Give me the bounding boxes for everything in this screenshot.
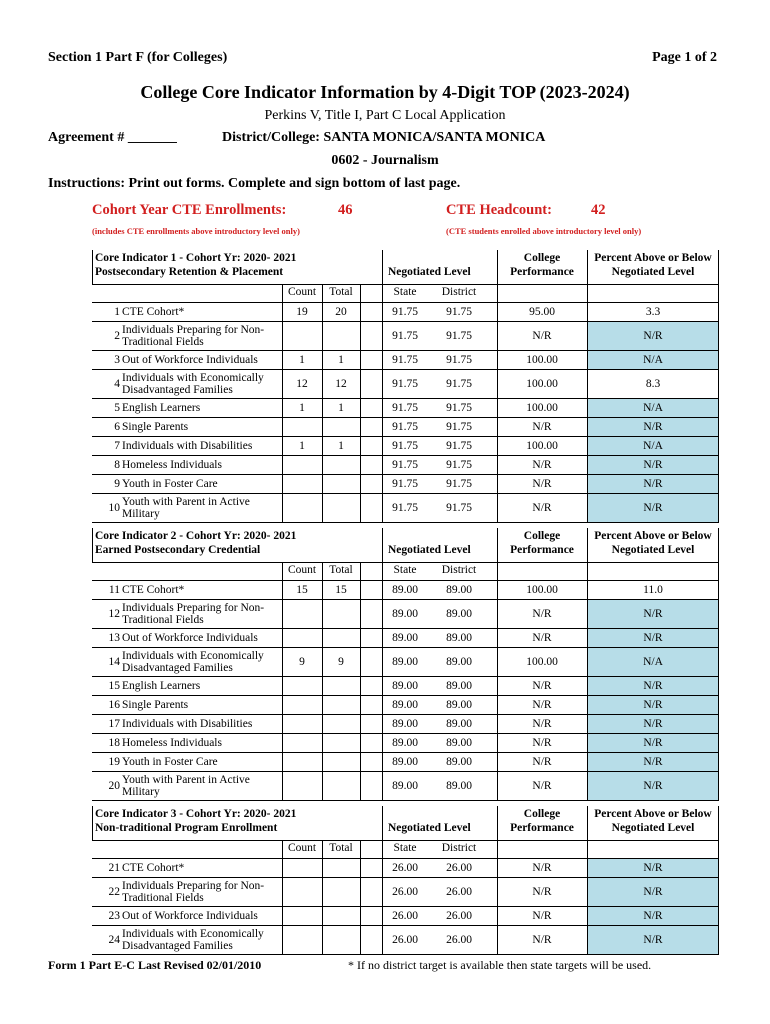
college-performance-value: N/R bbox=[532, 459, 552, 471]
row-label: Single Parents bbox=[122, 699, 189, 711]
row-label: Individuals with Economically Disadvantaged Families bbox=[122, 372, 264, 396]
total-value bbox=[322, 475, 360, 493]
state-level-value: 89.00 bbox=[392, 584, 418, 596]
district-level-value: 91.75 bbox=[446, 459, 472, 471]
table-row bbox=[92, 494, 719, 523]
state-level-value: 91.75 bbox=[392, 330, 418, 342]
table-row bbox=[92, 399, 719, 418]
state-level-value: 91.75 bbox=[392, 421, 418, 433]
grid-line bbox=[718, 250, 719, 523]
college-performance-value: N/R bbox=[532, 756, 552, 768]
college-performance-header: College bbox=[523, 530, 561, 542]
row-number: 8 bbox=[114, 459, 120, 471]
enrollments-value: 46 bbox=[338, 202, 353, 218]
college-performance-value: N/R bbox=[532, 862, 552, 874]
grid-line bbox=[382, 806, 383, 955]
row-label: Individuals with Economically Disadvantaged Families bbox=[122, 928, 264, 952]
state-level-value: 91.75 bbox=[392, 502, 418, 514]
row-number: 19 bbox=[108, 756, 120, 768]
row-label: Out of Workforce Individuals bbox=[122, 910, 258, 922]
state-level-value: 89.00 bbox=[392, 737, 418, 749]
agreement-number: Agreement # _______ bbox=[48, 130, 177, 145]
indicator-title: Core Indicator 1 - Cohort Yr: 2020- 2021 bbox=[95, 252, 297, 264]
college-performance-value: 100.00 bbox=[526, 656, 558, 668]
row-label: Individuals Preparing for Non-Traditional Fields bbox=[122, 602, 265, 626]
college-performance-value: N/R bbox=[532, 608, 552, 620]
percent-above-below-value: N/R bbox=[587, 494, 719, 522]
grid-line bbox=[322, 284, 323, 523]
row-number: 5 bbox=[114, 402, 120, 414]
state-level-value: 26.00 bbox=[392, 862, 418, 874]
state-header: State bbox=[393, 842, 417, 854]
count-value: 12 bbox=[296, 378, 308, 390]
table-row bbox=[92, 370, 719, 399]
percent-above-below-value: N/A bbox=[587, 399, 719, 417]
column-subheader bbox=[92, 840, 719, 858]
state-level-value: 26.00 bbox=[392, 910, 418, 922]
college-performance-value: 100.00 bbox=[526, 354, 558, 366]
total-header: Total bbox=[329, 564, 353, 576]
grid-line bbox=[587, 806, 588, 955]
enrollments-note: (includes CTE enrollments above introductory level only) bbox=[92, 226, 300, 236]
table-row bbox=[92, 418, 719, 437]
count-value bbox=[282, 715, 322, 733]
total-value bbox=[322, 677, 360, 695]
row-number: 23 bbox=[108, 910, 120, 922]
table-row bbox=[92, 878, 719, 907]
count-header: Count bbox=[287, 564, 317, 576]
total-value: 1 bbox=[338, 440, 344, 452]
total-value: 15 bbox=[335, 584, 347, 596]
count-value bbox=[282, 753, 322, 771]
college-performance-value: 100.00 bbox=[526, 402, 558, 414]
total-value bbox=[322, 734, 360, 752]
state-level-value: 91.75 bbox=[392, 354, 418, 366]
college-performance-value: N/R bbox=[532, 780, 552, 792]
grid-line bbox=[497, 528, 498, 801]
college-performance-value: 100.00 bbox=[526, 378, 558, 390]
total-value bbox=[322, 859, 360, 877]
row-number: 17 bbox=[108, 718, 120, 730]
total-value: 9 bbox=[338, 656, 344, 668]
grid-line bbox=[92, 528, 93, 562]
district-level-value: 89.00 bbox=[446, 608, 472, 620]
grid-line bbox=[718, 806, 719, 955]
college-performance-header: College bbox=[523, 808, 561, 820]
indicator-subtitle: Postsecondary Retention & Placement bbox=[95, 266, 284, 278]
state-level-value: 89.00 bbox=[392, 608, 418, 620]
column-subheader bbox=[92, 284, 719, 302]
grid-line bbox=[92, 250, 93, 284]
percent-above-below-value: N/A bbox=[587, 648, 719, 676]
row-number: 9 bbox=[114, 478, 120, 490]
percent-above-below-value: N/A bbox=[587, 437, 719, 455]
table-row bbox=[92, 926, 719, 955]
percent-header-2: Negotiated Level bbox=[611, 822, 695, 834]
top-code: 0602 - Journalism bbox=[331, 153, 439, 168]
district-header: District bbox=[441, 842, 477, 854]
district-level-value: 89.00 bbox=[446, 632, 472, 644]
section-label: Section 1 Part F (for Colleges) bbox=[48, 50, 228, 65]
count-value bbox=[282, 494, 322, 522]
table-row bbox=[92, 581, 719, 600]
row-label: Youth in Foster Care bbox=[122, 478, 218, 490]
row-number: 3 bbox=[114, 354, 120, 366]
grid-line bbox=[282, 284, 283, 523]
row-label: Homeless Individuals bbox=[122, 737, 222, 749]
percent-above-below-value: N/R bbox=[587, 926, 719, 954]
row-number: 18 bbox=[108, 737, 120, 749]
row-number: 12 bbox=[108, 608, 120, 620]
row-label: CTE Cohort* bbox=[122, 584, 185, 596]
college-performance-value: N/R bbox=[532, 718, 552, 730]
row-label: Youth with Parent in Active Military bbox=[122, 774, 250, 798]
college-performance-header: College bbox=[523, 252, 561, 264]
count-header: Count bbox=[287, 286, 317, 298]
footer-note: * If no district target is available then state targets will be used. bbox=[348, 958, 652, 972]
state-level-value: 26.00 bbox=[392, 886, 418, 898]
college-performance-value: N/R bbox=[532, 737, 552, 749]
percent-above-below-value: N/R bbox=[587, 772, 719, 800]
indicator-rows bbox=[92, 302, 719, 523]
table-row bbox=[92, 475, 719, 494]
count-value bbox=[282, 322, 322, 350]
count-value bbox=[282, 878, 322, 906]
district-level-value: 91.75 bbox=[446, 402, 472, 414]
table-row bbox=[92, 456, 719, 475]
row-number: 24 bbox=[108, 934, 120, 946]
grid-line bbox=[282, 562, 283, 801]
count-value bbox=[282, 926, 322, 954]
district-level-value: 26.00 bbox=[446, 862, 472, 874]
grid-line bbox=[322, 562, 323, 801]
total-value bbox=[322, 926, 360, 954]
percent-above-below-value: N/R bbox=[587, 715, 719, 733]
row-number: 21 bbox=[108, 862, 120, 874]
row-number: 10 bbox=[108, 502, 120, 514]
percent-above-below-value: N/R bbox=[587, 456, 719, 474]
indicator-rows bbox=[92, 858, 719, 955]
table-row bbox=[92, 677, 719, 696]
college-performance-value: N/R bbox=[532, 886, 552, 898]
table-row bbox=[92, 629, 719, 648]
district-level-value: 91.75 bbox=[446, 478, 472, 490]
row-number: 4 bbox=[114, 378, 120, 390]
college-performance-value: N/R bbox=[532, 934, 552, 946]
table-row bbox=[92, 303, 719, 322]
row-label: English Learners bbox=[122, 680, 201, 692]
table-row bbox=[92, 734, 719, 753]
state-level-value: 91.75 bbox=[392, 402, 418, 414]
row-label: Out of Workforce Individuals bbox=[122, 354, 258, 366]
count-value bbox=[282, 734, 322, 752]
district-level-value: 91.75 bbox=[446, 502, 472, 514]
district-level-value: 89.00 bbox=[446, 680, 472, 692]
district-level-value: 91.75 bbox=[446, 440, 472, 452]
percent-above-below-value: N/R bbox=[587, 696, 719, 714]
row-label: Youth in Foster Care bbox=[122, 756, 218, 768]
table-row bbox=[92, 648, 719, 677]
count-value bbox=[282, 677, 322, 695]
total-value bbox=[322, 696, 360, 714]
indicator-header bbox=[92, 250, 719, 285]
percent-above-below-value: N/R bbox=[587, 859, 719, 877]
row-label: English Learners bbox=[122, 402, 201, 414]
total-value bbox=[322, 456, 360, 474]
table-row bbox=[92, 715, 719, 734]
percent-above-below-value: N/R bbox=[587, 475, 719, 493]
count-value bbox=[282, 907, 322, 925]
count-value bbox=[282, 418, 322, 436]
district-level-value: 91.75 bbox=[446, 378, 472, 390]
district-header: District bbox=[441, 564, 477, 576]
total-value bbox=[322, 629, 360, 647]
college-performance-value: N/R bbox=[532, 910, 552, 922]
college-performance-value: N/R bbox=[532, 632, 552, 644]
state-level-value: 89.00 bbox=[392, 699, 418, 711]
percent-above-below-value: N/R bbox=[587, 677, 719, 695]
indicator-title: Core Indicator 2 - Cohort Yr: 2020- 2021 bbox=[95, 530, 297, 542]
district-level-value: 91.75 bbox=[446, 421, 472, 433]
district-level-value: 91.75 bbox=[446, 354, 472, 366]
count-value: 1 bbox=[299, 440, 305, 452]
district-level-value: 91.75 bbox=[446, 330, 472, 342]
row-number: 7 bbox=[114, 440, 120, 452]
college-performance-header-2: Performance bbox=[510, 544, 574, 556]
headcount-value: 42 bbox=[591, 202, 606, 218]
percent-above-below-value: N/R bbox=[587, 629, 719, 647]
enrollments-label: Cohort Year CTE Enrollments: bbox=[92, 202, 287, 218]
count-header: Count bbox=[287, 842, 317, 854]
state-level-value: 91.75 bbox=[392, 440, 418, 452]
row-label: Homeless Individuals bbox=[122, 459, 222, 471]
college-performance-value: 100.00 bbox=[526, 584, 558, 596]
count-value: 1 bbox=[299, 354, 305, 366]
state-header: State bbox=[393, 564, 417, 576]
district-level-value: 89.00 bbox=[446, 737, 472, 749]
indicator-header bbox=[92, 528, 719, 563]
percent-above-below-value: N/R bbox=[587, 734, 719, 752]
row-label: Individuals Preparing for Non-Traditional Fields bbox=[122, 880, 265, 904]
grid-line bbox=[282, 840, 283, 955]
college-performance-value: 100.00 bbox=[526, 440, 558, 452]
row-number: 1 bbox=[114, 306, 120, 318]
district-level-value: 89.00 bbox=[446, 718, 472, 730]
state-level-value: 91.75 bbox=[392, 306, 418, 318]
count-value bbox=[282, 859, 322, 877]
college-performance-header-2: Performance bbox=[510, 266, 574, 278]
state-header: State bbox=[393, 286, 417, 298]
page-label: Page 1 of 2 bbox=[652, 50, 717, 65]
district-college: District/College: SANTA MONICA/SANTA MONICA bbox=[222, 130, 546, 145]
count-value bbox=[282, 772, 322, 800]
percent-above-below-value: N/R bbox=[587, 878, 719, 906]
total-value bbox=[322, 772, 360, 800]
table-row bbox=[92, 437, 719, 456]
table-row bbox=[92, 753, 719, 772]
district-level-value: 89.00 bbox=[446, 699, 472, 711]
row-number: 15 bbox=[108, 680, 120, 692]
row-number: 20 bbox=[108, 780, 120, 792]
percent-above-below-value: N/R bbox=[587, 907, 719, 925]
college-performance-value: N/R bbox=[532, 330, 552, 342]
percent-above-below-value: 8.3 bbox=[587, 370, 719, 398]
grid-line bbox=[360, 840, 361, 955]
row-number: 14 bbox=[108, 656, 120, 668]
district-header: District bbox=[441, 286, 477, 298]
college-performance-value: N/R bbox=[532, 699, 552, 711]
table-row bbox=[92, 859, 719, 878]
headcount-note: (CTE students enrolled above introductory level only) bbox=[446, 226, 642, 236]
state-level-value: 91.75 bbox=[392, 378, 418, 390]
percent-above-below-value: 11.0 bbox=[587, 581, 719, 599]
row-number: 2 bbox=[114, 330, 120, 342]
college-performance-value: N/R bbox=[532, 680, 552, 692]
total-header: Total bbox=[329, 286, 353, 298]
state-level-value: 26.00 bbox=[392, 934, 418, 946]
instructions: Instructions: Print out forms. Complete and sign bottom of last page. bbox=[48, 176, 461, 191]
count-value: 19 bbox=[296, 306, 308, 318]
row-label: Individuals with Disabilities bbox=[122, 440, 253, 452]
table-row bbox=[92, 322, 719, 351]
count-value: 1 bbox=[299, 402, 305, 414]
count-value: 9 bbox=[299, 656, 305, 668]
grid-line bbox=[360, 562, 361, 801]
grid-line bbox=[497, 250, 498, 523]
percent-above-below-value: N/R bbox=[587, 600, 719, 628]
total-value: 12 bbox=[335, 378, 347, 390]
college-performance-header-2: Performance bbox=[510, 822, 574, 834]
count-value bbox=[282, 475, 322, 493]
grid-line bbox=[382, 528, 383, 801]
column-subheader bbox=[92, 562, 719, 580]
college-performance-value: N/R bbox=[532, 421, 552, 433]
state-level-value: 91.75 bbox=[392, 459, 418, 471]
grid-line bbox=[497, 806, 498, 955]
indicator-rows bbox=[92, 580, 719, 801]
row-number: 6 bbox=[114, 421, 120, 433]
total-value bbox=[322, 907, 360, 925]
district-level-value: 89.00 bbox=[446, 756, 472, 768]
row-number: 22 bbox=[108, 886, 120, 898]
table-row bbox=[92, 600, 719, 629]
college-performance-value: N/R bbox=[532, 502, 552, 514]
district-level-value: 26.00 bbox=[446, 910, 472, 922]
table-row bbox=[92, 907, 719, 926]
total-value bbox=[322, 878, 360, 906]
district-level-value: 89.00 bbox=[446, 584, 472, 596]
total-header: Total bbox=[329, 842, 353, 854]
total-value bbox=[322, 494, 360, 522]
count-value bbox=[282, 696, 322, 714]
grid-line bbox=[382, 250, 383, 523]
percent-header: Percent Above or Below bbox=[594, 252, 712, 264]
state-level-value: 89.00 bbox=[392, 656, 418, 668]
grid-line bbox=[322, 840, 323, 955]
page-title: College Core Indicator Information by 4-Digit TOP (2023-2024) bbox=[140, 82, 630, 102]
percent-above-below-value: N/R bbox=[587, 322, 719, 350]
state-level-value: 89.00 bbox=[392, 680, 418, 692]
indicator-title: Core Indicator 3 - Cohort Yr: 2020- 2021 bbox=[95, 808, 297, 820]
total-value: 1 bbox=[338, 402, 344, 414]
total-value bbox=[322, 600, 360, 628]
negotiated-level-header: Negotiated Level bbox=[388, 266, 471, 278]
total-value: 20 bbox=[335, 306, 347, 318]
row-label: CTE Cohort* bbox=[122, 862, 185, 874]
row-label: Individuals with Disabilities bbox=[122, 718, 253, 730]
grid-line bbox=[587, 528, 588, 801]
row-label: Individuals Preparing for Non-Traditional Fields bbox=[122, 324, 265, 348]
grid-line bbox=[92, 806, 93, 840]
state-level-value: 89.00 bbox=[392, 756, 418, 768]
row-label: Youth with Parent in Active Military bbox=[122, 496, 250, 520]
total-value bbox=[322, 753, 360, 771]
total-value bbox=[322, 322, 360, 350]
district-level-value: 91.75 bbox=[446, 306, 472, 318]
row-number: 16 bbox=[108, 699, 120, 711]
count-value bbox=[282, 629, 322, 647]
total-value bbox=[322, 715, 360, 733]
row-label: Single Parents bbox=[122, 421, 189, 433]
table-row bbox=[92, 696, 719, 715]
state-level-value: 89.00 bbox=[392, 780, 418, 792]
state-level-value: 89.00 bbox=[392, 718, 418, 730]
district-level-value: 26.00 bbox=[446, 934, 472, 946]
state-level-value: 89.00 bbox=[392, 632, 418, 644]
grid-line bbox=[360, 284, 361, 523]
percent-header: Percent Above or Below bbox=[594, 808, 712, 820]
form-label: Form 1 Part E-C Last Revised 02/01/2010 bbox=[48, 958, 262, 972]
indicator-subtitle: Non-traditional Program Enrollment bbox=[95, 822, 278, 834]
percent-header-2: Negotiated Level bbox=[611, 266, 695, 278]
row-label: CTE Cohort* bbox=[122, 306, 185, 318]
district-level-value: 89.00 bbox=[446, 780, 472, 792]
percent-above-below-value: N/R bbox=[587, 753, 719, 771]
indicator-subtitle: Earned Postsecondary Credential bbox=[95, 544, 261, 556]
grid-line bbox=[587, 250, 588, 523]
count-value bbox=[282, 456, 322, 474]
state-level-value: 91.75 bbox=[392, 478, 418, 490]
college-performance-value: 95.00 bbox=[529, 306, 555, 318]
count-value: 15 bbox=[296, 584, 308, 596]
page-subtitle: Perkins V, Title I, Part C Local Application bbox=[264, 108, 506, 123]
count-value bbox=[282, 600, 322, 628]
grid-line bbox=[718, 528, 719, 801]
row-label: Out of Workforce Individuals bbox=[122, 632, 258, 644]
table-row bbox=[92, 351, 719, 370]
percent-header: Percent Above or Below bbox=[594, 530, 712, 542]
indicator-header bbox=[92, 806, 719, 841]
negotiated-level-header: Negotiated Level bbox=[388, 544, 471, 556]
total-value: 1 bbox=[338, 354, 344, 366]
percent-above-below-value: N/A bbox=[587, 351, 719, 369]
table-row bbox=[92, 772, 719, 801]
row-number: 11 bbox=[108, 584, 120, 596]
percent-above-below-value: N/R bbox=[587, 418, 719, 436]
percent-above-below-value: 3.3 bbox=[587, 303, 719, 321]
row-number: 13 bbox=[108, 632, 120, 644]
percent-header-2: Negotiated Level bbox=[611, 544, 695, 556]
district-level-value: 26.00 bbox=[446, 886, 472, 898]
total-value bbox=[322, 418, 360, 436]
negotiated-level-header: Negotiated Level bbox=[388, 822, 471, 834]
district-level-value: 89.00 bbox=[446, 656, 472, 668]
headcount-label: CTE Headcount: bbox=[446, 202, 552, 218]
row-label: Individuals with Economically Disadvantaged Families bbox=[122, 650, 264, 674]
college-performance-value: N/R bbox=[532, 478, 552, 490]
